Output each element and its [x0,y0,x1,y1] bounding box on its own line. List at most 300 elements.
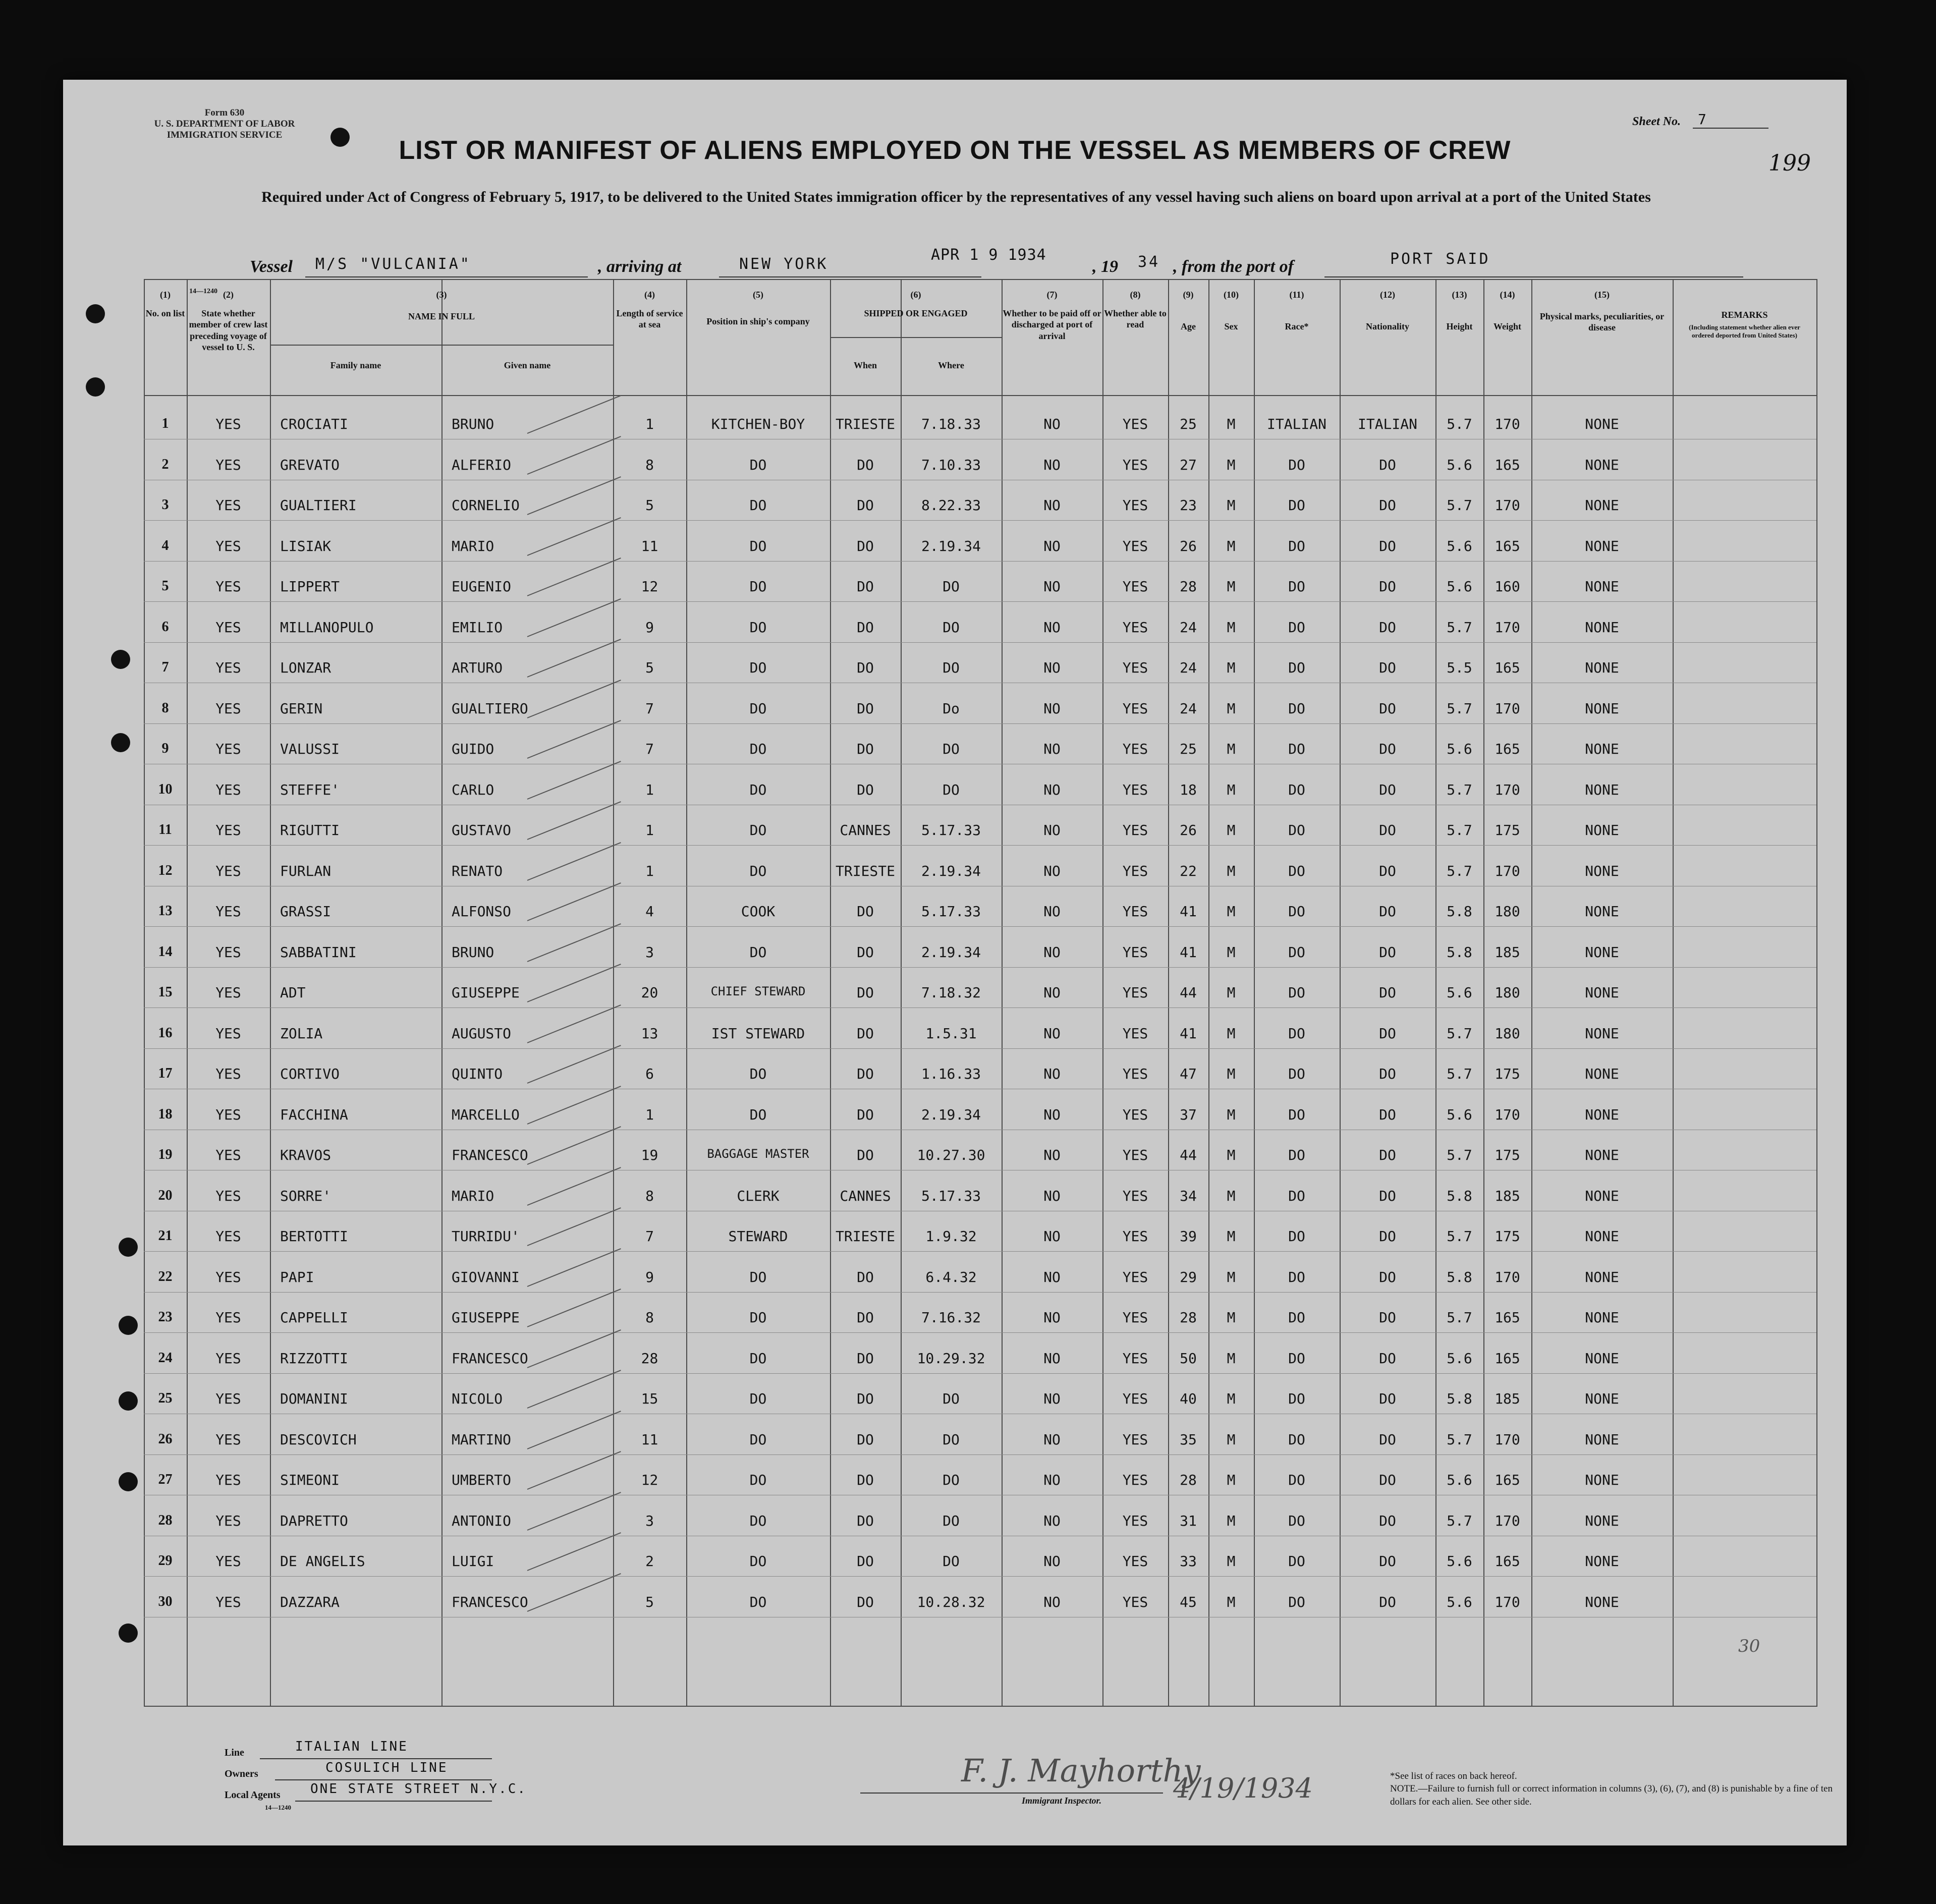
cell-age: 28 [1180,1472,1197,1488]
column-title: NAME IN FULL [408,311,475,321]
table-row [144,494,1816,519]
cell-given: GIOVANNI [452,1268,520,1285]
cell-no: 7 [161,659,169,675]
row-rule [144,1292,1816,1293]
cell-position: DO [749,497,767,514]
cell-sex: M [1227,984,1236,1001]
cell-height: 5.8 [1447,1187,1472,1204]
cell-height: 5.6 [1447,1472,1472,1488]
row-rule [144,1048,1816,1049]
manifest-footer [144,1712,1833,1813]
cell-marks: NONE [1585,1228,1619,1245]
cell-age: 28 [1180,578,1197,595]
table-row [144,981,1816,1006]
cell-weight: 165 [1495,1309,1520,1326]
cell-paid: NO [1043,1268,1061,1285]
cell-height: 5.8 [1447,903,1472,920]
cell-service: 8 [645,456,654,473]
cell-race: DO [1288,1390,1305,1407]
row-rule [144,1576,1816,1577]
cell-age: 29 [1180,1268,1197,1285]
cell-where: 2.19.34 [921,943,981,961]
cell-when: DO [857,1268,874,1285]
cell-where: 1.5.31 [925,1025,977,1042]
cell-prev: YES [215,619,241,636]
column-number: (13) [1452,290,1467,300]
row-rule [144,561,1816,562]
cell-no: 25 [158,1390,173,1406]
cell-service: 6 [645,1066,654,1082]
table-row [144,900,1816,925]
cell-nat: DO [1379,903,1396,920]
table-subheader-line [270,345,613,346]
cell-paid: NO [1043,862,1061,879]
cell-when: DO [857,1593,874,1610]
cell-position: DO [749,741,767,757]
cell-prev: YES [215,943,241,961]
cell-age: 45 [1180,1593,1197,1610]
cell-given: ANTONIO [452,1512,512,1529]
cell-service: 12 [641,578,658,595]
cell-position: DO [749,943,767,961]
column-title: Height [1446,321,1473,331]
cell-nat: DO [1379,781,1396,798]
column-number: (3) [436,290,447,300]
cell-age: 44 [1180,984,1197,1001]
cell-weight: 175 [1495,1228,1520,1245]
cell-given: GUSTAVO [452,822,512,838]
cell-position: IST STEWARD [711,1025,805,1042]
cell-given: UMBERTO [452,1472,512,1488]
cell-read: YES [1122,984,1148,1001]
table-row [144,1185,1816,1210]
cell-given: MARIO [452,537,494,554]
cell-marks: NONE [1585,984,1619,1001]
cell-nat: DO [1379,1147,1396,1163]
cell-given: MARCELLO [452,1106,520,1123]
row-rule [144,1454,1816,1455]
cell-prev: YES [215,1106,241,1123]
cell-service: 8 [645,1187,654,1204]
cell-paid: NO [1043,1025,1061,1042]
cell-service: 7 [645,700,654,717]
cell-given: MARIO [452,1187,494,1204]
row-rule [144,1007,1816,1008]
cell-family: LIPPERT [280,578,340,595]
cell-age: 26 [1180,537,1197,554]
cell-family: SABBATINI [280,943,357,961]
cell-sex: M [1227,1187,1236,1204]
penalty-note: NOTE.—Failure to furnish full or correct information in columns (3), (6), (7), and (8) is punishable by a fine of ten dollars for each alien. See other side. [1390,1783,1833,1807]
service-name: IMMIGRATION SERVICE [167,129,283,140]
cell-no: 10 [158,781,173,797]
cell-no: 22 [158,1268,173,1284]
cell-position: DO [749,537,767,554]
cell-no: 6 [161,619,169,635]
table-row [144,454,1816,479]
cell-given: LUIGI [452,1553,494,1570]
table-row [144,1469,1816,1494]
table-row [144,778,1816,804]
cell-prev: YES [215,741,241,757]
cell-paid: NO [1043,984,1061,1001]
cell-read: YES [1122,1350,1148,1367]
cell-marks: NONE [1585,700,1619,717]
cell-given: CORNELIO [452,497,520,514]
cell-nat: DO [1379,1350,1396,1367]
cell-sex: M [1227,1147,1236,1163]
cell-family: DAZZARA [280,1593,340,1610]
department-name: U. S. DEPARTMENT OF LABOR [154,118,295,129]
table-row-line [144,395,1816,396]
cell-prev: YES [215,1431,241,1448]
cell-race: DO [1288,578,1305,595]
row-rule [144,520,1816,521]
column-title: SHIPPED OR ENGAGED [864,308,968,318]
cell-given: RENATO [452,862,503,879]
cell-paid: NO [1043,578,1061,595]
cell-paid: NO [1043,456,1061,473]
cell-marks: NONE [1585,862,1619,879]
cell-sex: M [1227,456,1236,473]
cell-sex: M [1227,1472,1236,1488]
cell-where: DO [943,781,960,798]
cell-sex: M [1227,1553,1236,1570]
cell-nat: DO [1379,1025,1396,1042]
cell-given: CARLO [452,781,494,798]
cell-where: DO [943,741,960,757]
form-code-bottom: 14—1240 [265,1804,291,1811]
cell-where: 7.16.32 [921,1309,981,1326]
cell-given: GUIDO [452,741,494,757]
cell-height: 5.6 [1447,1553,1472,1570]
cell-read: YES [1122,497,1148,514]
cell-position: DO [749,1106,767,1123]
cell-position: DO [749,1350,767,1367]
cell-paid: NO [1043,1553,1061,1570]
cell-when: DO [857,578,874,595]
cell-read: YES [1122,1512,1148,1529]
table-row [144,1591,1816,1616]
cell-service: 2 [645,1553,654,1570]
cell-race: DO [1288,1187,1305,1204]
cell-paid: NO [1043,1512,1061,1529]
cell-read: YES [1122,862,1148,879]
cell-read: YES [1122,1472,1148,1488]
cell-weight: 170 [1495,497,1520,514]
agents-underline [295,1801,492,1802]
column-number: (8) [1130,290,1141,300]
cell-sex: M [1227,578,1236,595]
cell-when: DO [857,700,874,717]
table-row [144,616,1816,641]
cell-position: DO [749,700,767,717]
table-row-line [144,279,1816,280]
cell-no: 30 [158,1593,173,1609]
cell-marks: NONE [1585,659,1619,676]
cell-weight: 165 [1495,456,1520,473]
cell-service: 19 [641,1147,658,1163]
cell-paid: NO [1043,903,1061,920]
cell-paid: NO [1043,741,1061,757]
cell-marks: NONE [1585,578,1619,595]
cell-sex: M [1227,416,1236,432]
cell-sex: M [1227,1228,1236,1245]
cell-when: DO [857,1309,874,1326]
column-title: Given name [504,360,551,370]
cell-sex: M [1227,1309,1236,1326]
cell-marks: NONE [1585,1268,1619,1285]
column-title: Race* [1285,321,1309,331]
cell-service: 3 [645,943,654,961]
cell-race: DO [1288,1553,1305,1570]
cell-where: DO [943,578,960,595]
table-row [144,1347,1816,1372]
table-row [144,1306,1816,1331]
cell-when: DO [857,1147,874,1163]
column-header [830,289,1002,319]
cell-age: 26 [1180,822,1197,838]
cell-when: DO [857,984,874,1001]
cell-service: 7 [645,1228,654,1245]
cell-position: DO [749,1268,767,1285]
cell-read: YES [1122,1553,1148,1570]
cell-prev: YES [215,1390,241,1407]
cell-height: 5.6 [1447,1106,1472,1123]
cell-height: 5.8 [1447,1268,1472,1285]
line-value: ITALIAN LINE [295,1739,408,1754]
corner-handwritten-number: 199 [1768,150,1811,176]
cell-height: 5.7 [1447,1309,1472,1326]
cell-family: FACCHINA [280,1106,348,1123]
cell-nat: DO [1379,1593,1396,1610]
table-row [144,697,1816,722]
cell-given: GUALTIERO [452,700,528,717]
cell-nat: DO [1379,741,1396,757]
cell-where: 5.17.33 [921,903,981,920]
cell-weight: 185 [1495,943,1520,961]
cell-weight: 165 [1495,659,1520,676]
cell-age: 25 [1180,416,1197,432]
cell-when: DO [857,943,874,961]
cell-position: DO [749,781,767,798]
cell-paid: NO [1043,781,1061,798]
cell-family: GRASSI [280,903,331,920]
cell-nat: DO [1379,619,1396,636]
cell-service: 5 [645,1593,654,1610]
cell-nat: DO [1379,497,1396,514]
cell-family: VALUSSI [280,741,340,757]
signature-underline [860,1793,1163,1794]
cell-family: RIGUTTI [280,822,340,838]
races-note: *See list of races on back hereof. [1390,1771,1517,1781]
column-number: (1) [160,290,171,300]
table-row [144,1428,1816,1453]
cell-no: 27 [158,1472,173,1487]
cell-marks: NONE [1585,1350,1619,1367]
form-code-top: 14—1240 [189,288,217,295]
cell-marks: NONE [1585,1512,1619,1529]
cell-position: DO [749,578,767,595]
cell-paid: NO [1043,822,1061,838]
cell-paid: NO [1043,1472,1061,1488]
cell-no: 8 [161,700,169,716]
cell-race: DO [1288,822,1305,838]
cell-where: 10.28.32 [917,1593,985,1610]
cell-weight: 165 [1495,1553,1520,1570]
cell-read: YES [1122,1147,1148,1163]
cell-paid: NO [1043,1147,1061,1163]
cell-weight: 185 [1495,1187,1520,1204]
cell-position: DO [749,1553,767,1570]
cell-height: 5.7 [1447,700,1472,717]
table-bottom-line [144,1706,1816,1707]
cell-when: TRIESTE [835,1228,895,1245]
cell-no: 29 [158,1553,173,1569]
cell-height: 5.7 [1447,1066,1472,1082]
cell-position: DO [749,862,767,879]
cell-race: DO [1288,700,1305,717]
cell-race: DO [1288,1350,1305,1367]
cell-family: ADT [280,984,306,1001]
punch-hole [119,1316,138,1335]
cell-age: 39 [1180,1228,1197,1245]
cell-nat: DO [1379,822,1396,838]
cell-no: 18 [158,1106,173,1122]
column-number: (2) [223,290,234,300]
cell-marks: NONE [1585,456,1619,473]
column-header [1168,289,1208,332]
cell-paid: NO [1043,1390,1061,1407]
column-header [187,289,270,353]
agents-value: ONE STATE STREET N.Y.C. [310,1781,527,1797]
crew-table [144,279,1816,1707]
cell-race: DO [1288,1593,1305,1610]
row-rule [144,926,1816,927]
cell-weight: 160 [1495,578,1520,595]
cell-weight: 170 [1495,1512,1520,1529]
table-row [144,738,1816,763]
cell-nat: DO [1379,1268,1396,1285]
cell-marks: NONE [1585,416,1619,432]
table-row [144,819,1816,844]
column-number: (7) [1046,290,1058,300]
cell-family: ZOLIA [280,1025,323,1042]
cell-prev: YES [215,578,241,595]
cell-prev: YES [215,1472,241,1488]
cell-given: TURRIDU' [452,1228,520,1245]
cell-paid: NO [1043,497,1061,514]
column-header [1340,289,1435,332]
cell-service: 7 [645,741,654,757]
row-rule [144,642,1816,643]
cell-where: DO [943,1390,960,1407]
table-row [144,1266,1816,1291]
cell-weight: 170 [1495,1268,1520,1285]
cell-race: ITALIAN [1266,416,1326,432]
cell-sex: M [1227,1593,1236,1610]
cell-prev: YES [215,1228,241,1245]
cell-marks: NONE [1585,1390,1619,1407]
cell-paid: NO [1043,619,1061,636]
cell-where: 10.29.32 [917,1350,985,1367]
cell-race: DO [1288,1268,1305,1285]
cell-age: 44 [1180,1147,1197,1163]
cell-race: DO [1288,537,1305,554]
cell-family: RIZZOTTI [280,1350,348,1367]
cell-race: DO [1288,497,1305,514]
column-title: Weight [1493,321,1521,331]
column-header [686,289,830,327]
cell-no: 9 [161,741,169,756]
cell-service: 1 [645,1106,654,1123]
cell-where: 1.16.33 [921,1066,981,1082]
cell-where: 1.9.32 [925,1228,977,1245]
table-row [144,1550,1816,1575]
cell-height: 5.6 [1447,1593,1472,1610]
column-title: State whether member of crew last preceding voyage of vessel to U. S. [189,308,268,352]
cell-family: CROCIATI [280,416,348,432]
cell-where: 2.19.34 [921,1106,981,1123]
cell-race: DO [1288,984,1305,1001]
cell-age: 40 [1180,1390,1197,1407]
column-title: Position in ship's company [706,316,810,326]
punch-hole [119,1238,138,1257]
cell-height: 5.7 [1447,1147,1472,1163]
cell-no: 13 [158,903,173,919]
cell-where: 10.27.30 [917,1147,985,1163]
cell-weight: 170 [1495,1106,1520,1123]
owners-value: COSULICH LINE [325,1760,448,1775]
cell-position: DO [749,1512,767,1529]
cell-where: DO [943,659,960,676]
sheet-number-label: Sheet No. [1632,115,1681,128]
inspector-label: Immigrant Inspector. [1022,1796,1102,1806]
cell-age: 50 [1180,1350,1197,1367]
cell-read: YES [1122,1268,1148,1285]
cell-race: DO [1288,1431,1305,1448]
column-number: (14) [1500,290,1515,300]
cell-marks: NONE [1585,1106,1619,1123]
line-underline [260,1758,492,1759]
cell-position: DO [749,659,767,676]
cell-sex: M [1227,700,1236,717]
cell-height: 5.7 [1447,862,1472,879]
cell-prev: YES [215,1553,241,1570]
cell-sex: M [1227,1390,1236,1407]
agents-label: Local Agents [225,1789,281,1801]
cell-sex: M [1227,1106,1236,1123]
cell-prev: YES [215,1025,241,1042]
cell-prev: YES [215,1512,241,1529]
cell-sex: M [1227,1268,1236,1285]
cell-read: YES [1122,1025,1148,1042]
cell-nat: DO [1379,1066,1396,1082]
cell-given: EUGENIO [452,578,512,595]
cell-nat: DO [1379,1309,1396,1326]
cell-age: 47 [1180,1066,1197,1082]
form-number: Form 630 [204,107,245,118]
cell-race: DO [1288,1147,1305,1163]
punch-hole [86,377,105,397]
cell-no: 11 [158,822,172,837]
cell-prev: YES [215,781,241,798]
cell-prev: YES [215,1147,241,1163]
cell-age: 28 [1180,1309,1197,1326]
cell-prev: YES [215,416,241,432]
column-title: REMARKS [1721,310,1768,320]
cell-service: 13 [641,1025,658,1042]
